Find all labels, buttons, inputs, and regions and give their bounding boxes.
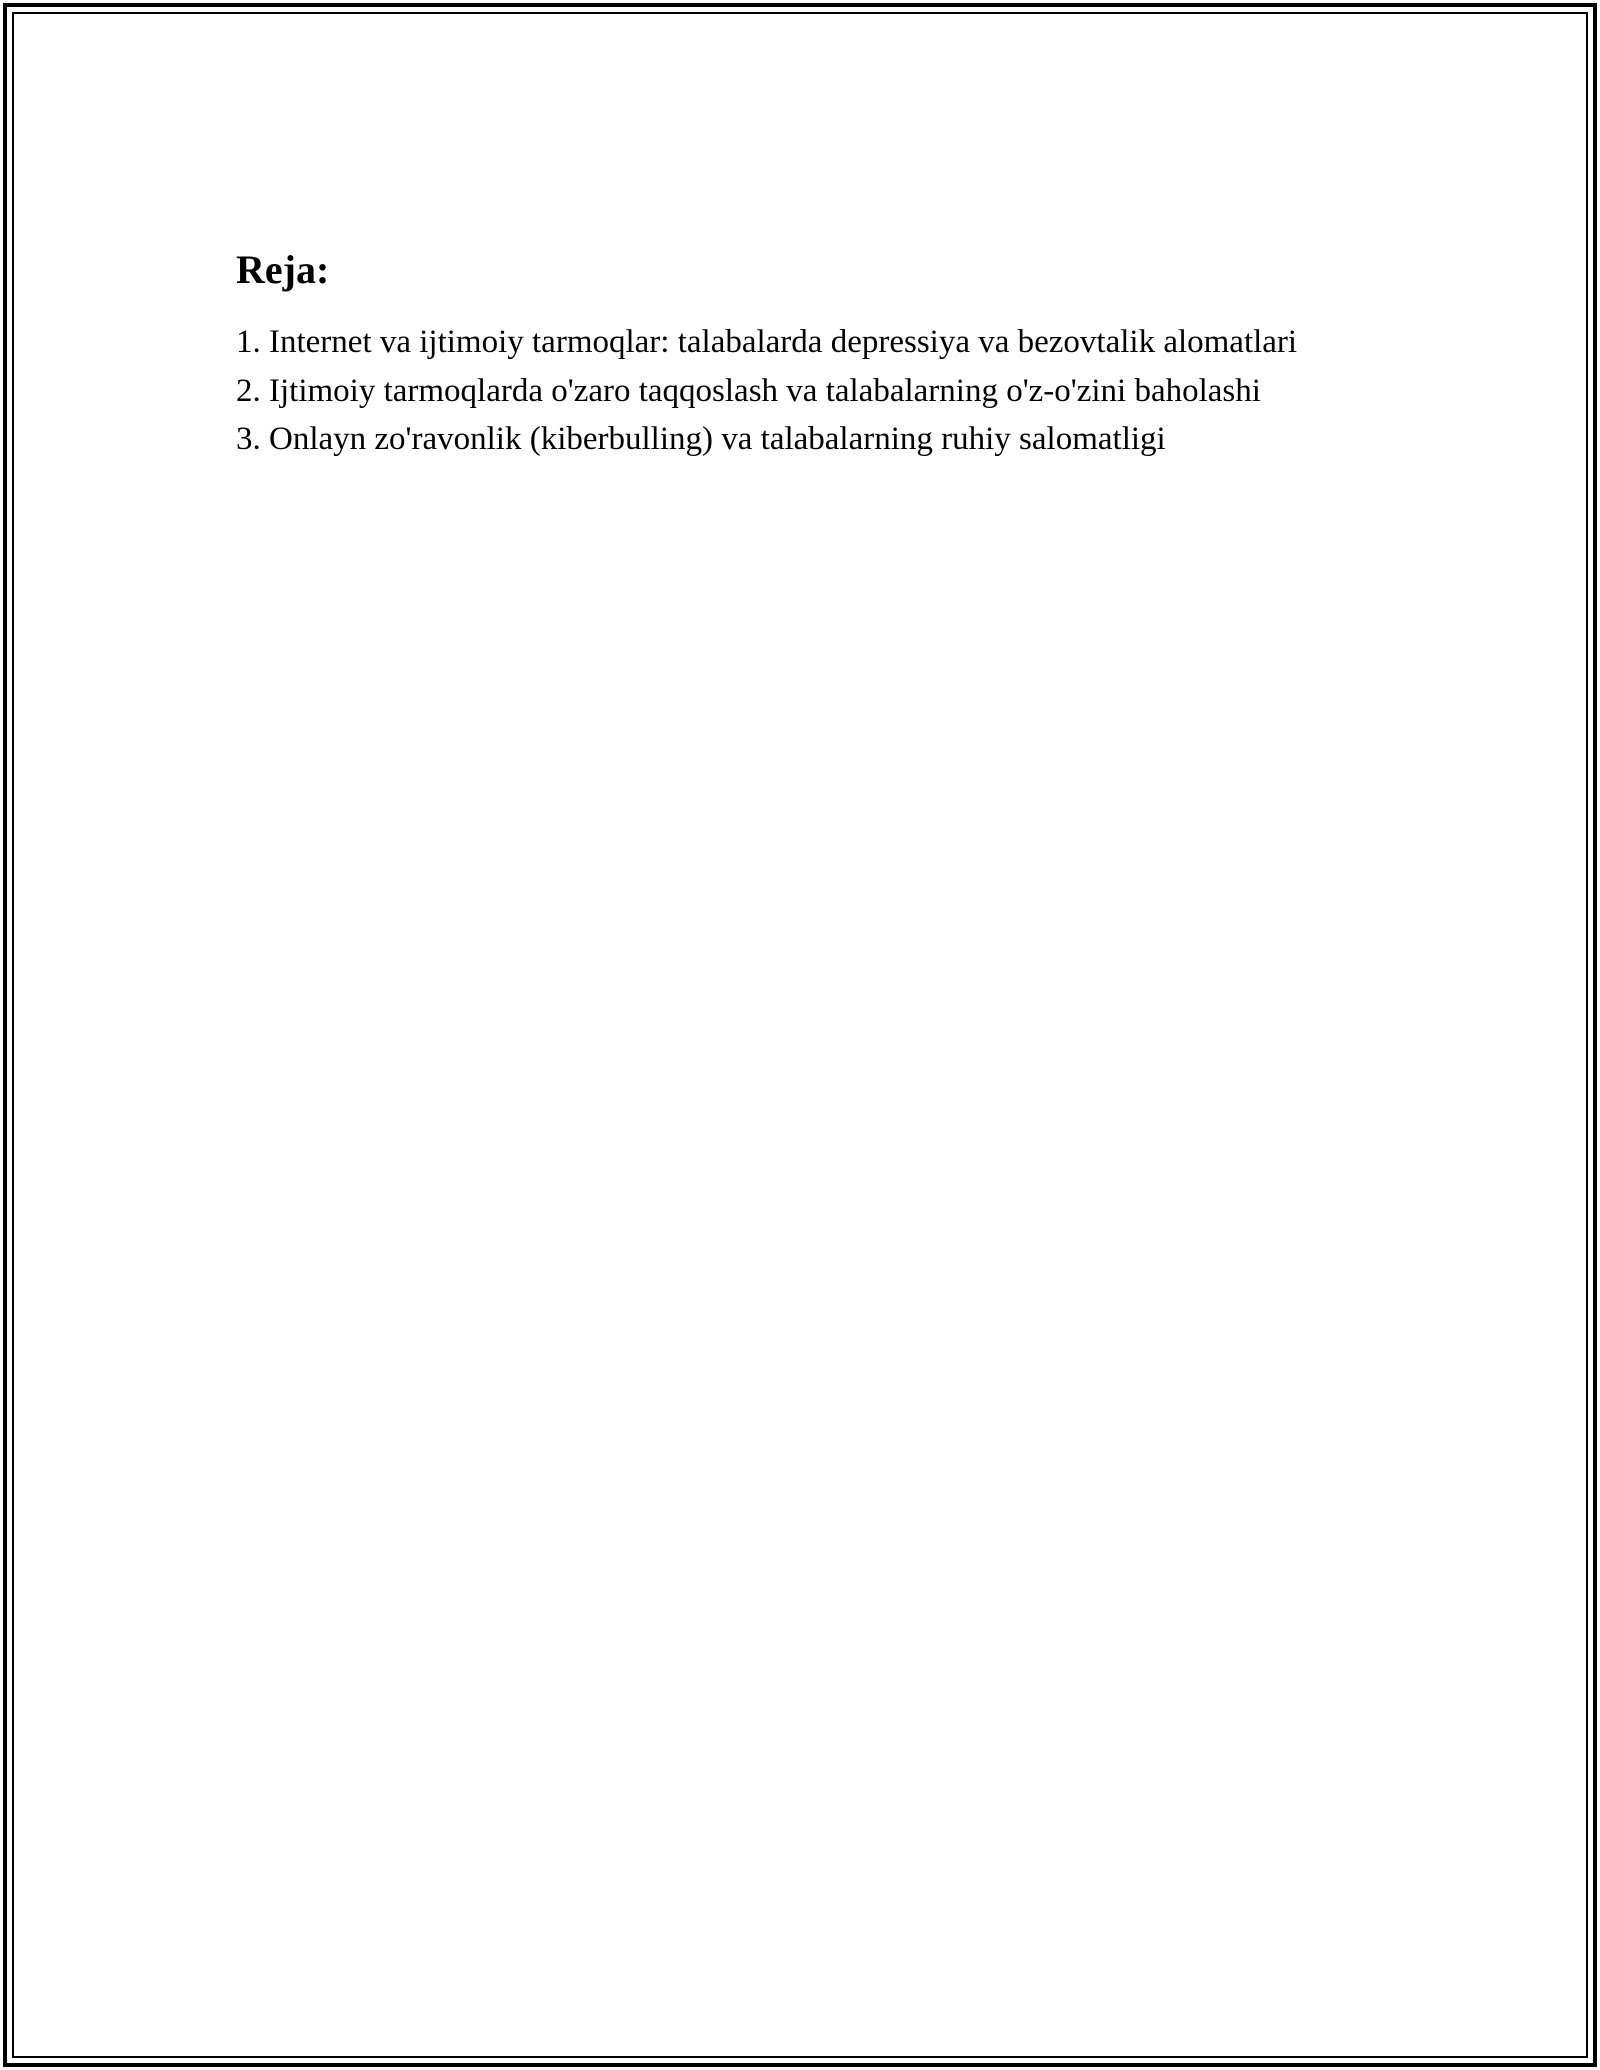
plan-item-1: 1. Internet va ijtimoiy tarmoqlar: talabalarda depressiya va bezovtalik alomatlari bbox=[236, 324, 1298, 360]
document-content bbox=[236, 244, 1364, 464]
plan-item-3: 3. Onlayn zo'ravonlik (kiberbulling) va talabalarning ruhiy salomatligi bbox=[236, 421, 1166, 457]
plan-list bbox=[236, 318, 1364, 464]
plan-heading: Reja: bbox=[236, 247, 330, 292]
plan-item-2: 2. Ijtimoiy tarmoqlarda o'zaro taqqoslash va talabalarning o'z-o'zini baholashi bbox=[236, 372, 1261, 409]
